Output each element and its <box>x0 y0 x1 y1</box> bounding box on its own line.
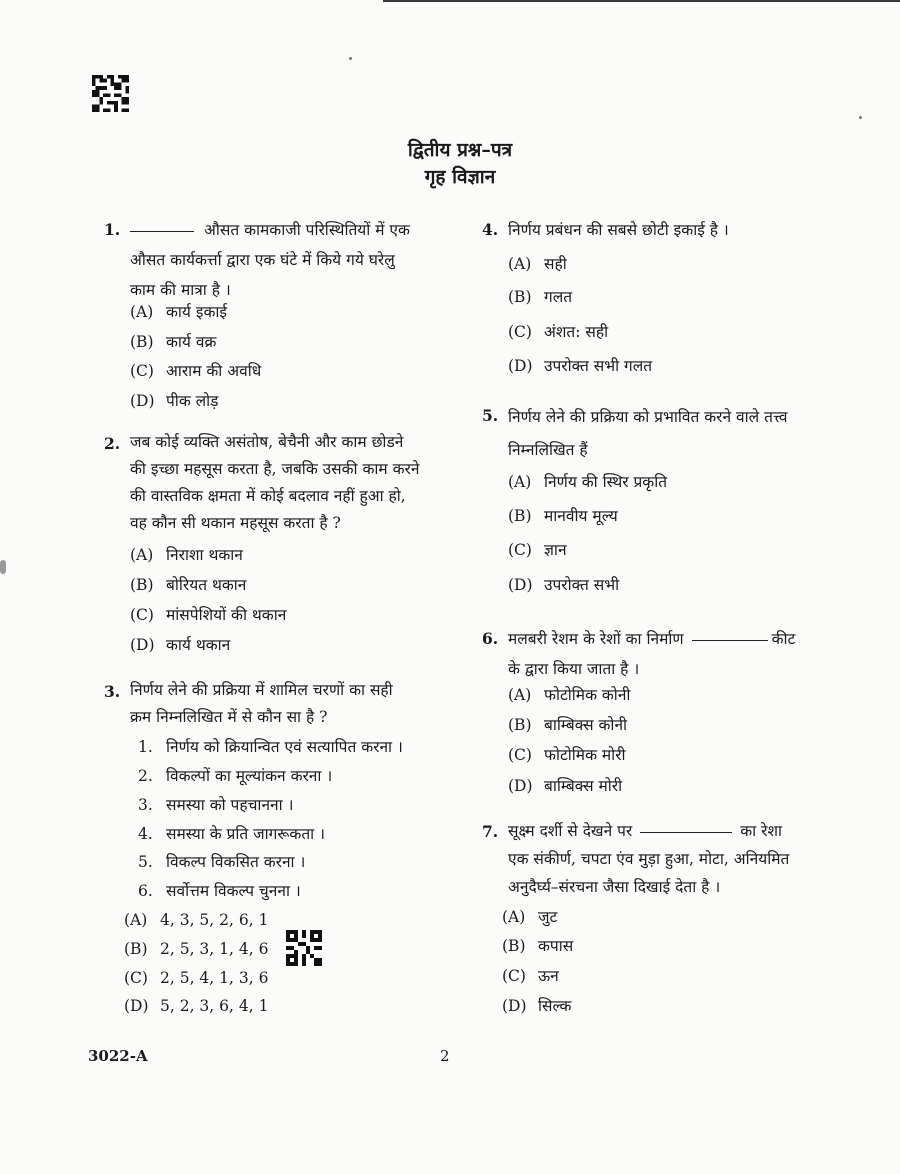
question-3 <box>104 677 454 1022</box>
sequence-step <box>138 819 325 849</box>
question-number: 1. <box>104 220 121 239</box>
option-text: बाम्बिक्स कोनी <box>544 716 628 734</box>
question-stem <box>130 677 448 731</box>
option-label: (C) <box>502 967 526 985</box>
option-text: कार्य इकाई <box>166 303 227 321</box>
step-number: 2. <box>138 767 153 785</box>
option <box>130 630 230 660</box>
sequence-step <box>138 876 301 906</box>
stem-line: एक संकीर्ण, चपटा एंव मुड़ा हुआ, मोटा, अनियमित <box>508 850 790 868</box>
option-text: 5, 2, 3, 6, 4, 1 <box>160 997 269 1015</box>
option-text: अंशत: सही <box>544 323 609 341</box>
question-1 <box>104 215 454 415</box>
option-label: (D) <box>130 392 155 410</box>
option <box>130 297 227 327</box>
option-label: (D) <box>124 997 149 1015</box>
question-2 <box>104 429 454 664</box>
paper-subject: गृह विज्ञान <box>424 166 496 188</box>
option <box>124 905 268 935</box>
stem-pre: सूक्ष्म दर्शी से देखने पर <box>508 822 633 840</box>
stem-line: काम की मात्रा है । <box>130 281 231 299</box>
option <box>130 570 246 600</box>
option-label: (A) <box>124 911 148 929</box>
option <box>508 710 627 740</box>
question-stem <box>508 817 828 901</box>
option <box>508 570 619 600</box>
option-label: (A) <box>508 255 532 273</box>
option <box>502 991 571 1021</box>
fill-blank <box>640 832 732 833</box>
stem-line: वह कौन सी थकान महसूस करता है ? <box>130 514 341 532</box>
question-number: 3. <box>104 682 121 701</box>
sequence-step <box>138 847 305 877</box>
step-text: निर्णय को क्रियान्वित एवं सत्यापित करना । <box>166 738 403 756</box>
scan-speck <box>349 57 352 60</box>
stem-line: की इच्छा महसूस करता है, जबकि उसकी काम करने <box>130 460 420 478</box>
question-6 <box>482 624 822 804</box>
option-label: (B) <box>124 940 148 958</box>
question-5 <box>482 401 822 606</box>
option <box>508 771 622 801</box>
option <box>502 961 559 991</box>
step-number: 3. <box>138 796 153 814</box>
stem-line: क्रम निम्नलिखित में से कौन सा है ? <box>130 708 328 726</box>
option <box>508 467 667 497</box>
step-number: 1. <box>138 738 153 756</box>
step-text: समस्या के प्रति जागरूकता । <box>166 825 325 843</box>
option <box>130 600 286 630</box>
stem-line: जब कोई व्यक्ति असंतोष, बेचैनी और काम छोडने <box>130 433 404 451</box>
option-label: (B) <box>502 937 526 955</box>
stem-post: का रेशा <box>740 822 783 840</box>
sequence-step <box>138 732 403 762</box>
option-label: (B) <box>508 288 532 306</box>
option-text: निर्णय की स्थिर प्रकृति <box>544 473 668 491</box>
option-label: (C) <box>124 969 148 987</box>
option-text: मांसपेशियों की थकान <box>166 606 287 624</box>
option <box>130 327 216 357</box>
option-text: फोटोमिक कोनी <box>544 686 631 704</box>
option-text: आराम की अवधि <box>166 362 262 380</box>
option-label: (A) <box>130 546 154 564</box>
option-label: (A) <box>130 303 154 321</box>
stem-line: निम्नलिखित हैं <box>508 441 588 459</box>
qr-code-top <box>92 75 129 112</box>
stem-post: कीट <box>771 630 796 648</box>
question-number: 5. <box>482 406 499 425</box>
question-4 <box>482 215 822 380</box>
option-label: (D) <box>502 997 527 1015</box>
option-text: सही <box>544 255 567 273</box>
option-label: (C) <box>130 362 154 380</box>
option-text: सिल्क <box>538 997 572 1015</box>
page-number: 2 <box>440 1047 450 1065</box>
option-text: जुट <box>538 908 558 926</box>
stem-line: की वास्तविक क्षमता में कोई बदलाव नहीं हुआ हो, <box>130 487 406 505</box>
qr-code-inline <box>286 929 322 967</box>
stem-line: के द्वारा किया जाता है । <box>508 660 640 678</box>
sequence-step <box>138 790 293 820</box>
stem-line: औसत कामकाजी परिस्थितियों में एक <box>204 221 410 239</box>
option <box>130 356 261 386</box>
step-number: 4. <box>138 825 153 843</box>
page-edge-line <box>383 0 900 2</box>
option <box>124 963 268 993</box>
stem-line: निर्णय लेने की प्रक्रिया को प्रभावित करने वाले तत्त्व <box>508 408 788 426</box>
question-number: 7. <box>482 822 499 841</box>
question-number: 2. <box>104 434 121 453</box>
option-text: उपरोक्त सभी गलत <box>544 357 653 375</box>
step-text: सर्वोत्तम विकल्प चुनना । <box>166 882 301 900</box>
option-text: कपास <box>538 937 574 955</box>
option <box>508 351 652 381</box>
option-text: निराशा थकान <box>166 546 243 564</box>
option <box>508 249 567 279</box>
sequence-step <box>138 761 332 791</box>
option-label: (B) <box>130 576 154 594</box>
step-text: समस्या को पहचानना । <box>166 796 294 814</box>
question-stem <box>130 215 448 305</box>
option-label: (A) <box>508 473 532 491</box>
option <box>508 317 608 347</box>
scan-speck <box>859 116 862 119</box>
paper-title: द्वितीय प्रश्न–पत्र <box>407 139 513 161</box>
option <box>508 535 567 565</box>
option-label: (C) <box>508 541 532 559</box>
option-text: ऊन <box>538 967 559 985</box>
option <box>508 282 572 312</box>
question-stem <box>508 401 828 467</box>
option-label: (A) <box>508 686 532 704</box>
option-text: गलत <box>544 288 573 306</box>
step-number: 6. <box>138 882 153 900</box>
option-label: (D) <box>508 576 533 594</box>
option-text: बाम्बिक्स मोरी <box>544 777 623 795</box>
question-number: 6. <box>482 629 499 648</box>
option-text: 2, 5, 3, 1, 4, 6 <box>160 940 269 958</box>
option-label: (C) <box>508 323 532 341</box>
step-number: 5. <box>138 853 153 871</box>
question-stem <box>130 429 448 537</box>
option <box>502 931 573 961</box>
option-text: कार्य थकान <box>166 636 231 654</box>
question-7 <box>482 817 822 1022</box>
option <box>508 740 626 770</box>
option <box>508 680 630 710</box>
fill-blank <box>130 231 194 232</box>
option-text: मानवीय मूल्य <box>544 507 618 525</box>
step-text: विकल्पों का मूल्यांकन करना । <box>166 767 333 785</box>
option <box>124 934 268 964</box>
option-text: पीक लोड़ <box>166 392 219 410</box>
question-stem <box>508 215 818 245</box>
stem-line: अनुदैर्घ्य–संरचना जैसा दिखाई देता है । <box>508 878 721 896</box>
option-text: उपरोक्त सभी <box>544 576 620 594</box>
stem-pre: मलबरी रेशम के रेशों का निर्माण <box>508 630 684 648</box>
stem-line: औसत कार्यकर्त्ता द्वारा एक घंटे में किये गये घरेलु <box>130 251 395 269</box>
option <box>130 386 218 416</box>
option-label: (A) <box>502 908 526 926</box>
booklet-code: 3022-A <box>88 1047 148 1065</box>
option-label: (B) <box>508 507 532 525</box>
option-text: ज्ञान <box>544 541 567 559</box>
option-label: (D) <box>508 357 533 375</box>
stem-line: निर्णय प्रबंधन की सबसे छोटी इकाई है । <box>508 221 729 239</box>
option-text: बोरियत थकान <box>166 576 247 594</box>
option-label: (D) <box>508 777 533 795</box>
option-label: (B) <box>130 333 154 351</box>
option-label: (C) <box>508 746 532 764</box>
option-label: (D) <box>130 636 155 654</box>
option-text: 2, 5, 4, 1, 3, 6 <box>160 969 269 987</box>
scan-speck <box>0 560 6 574</box>
option-text: फोटोमिक मोरी <box>544 746 626 764</box>
question-stem <box>508 624 828 684</box>
fill-blank <box>692 640 768 641</box>
option <box>502 902 557 932</box>
step-text: विकल्प विकसित करना । <box>166 853 306 871</box>
option <box>124 991 268 1021</box>
option-label: (C) <box>130 606 154 624</box>
stem-line: निर्णय लेने की प्रक्रिया में शामिल चरणों का सही <box>130 681 393 699</box>
option-text: कार्य वक्र <box>166 333 217 351</box>
option <box>508 501 618 531</box>
option-label: (B) <box>508 716 532 734</box>
option-text: 4, 3, 5, 2, 6, 1 <box>160 911 269 929</box>
question-number: 4. <box>482 220 499 239</box>
option <box>130 540 243 570</box>
